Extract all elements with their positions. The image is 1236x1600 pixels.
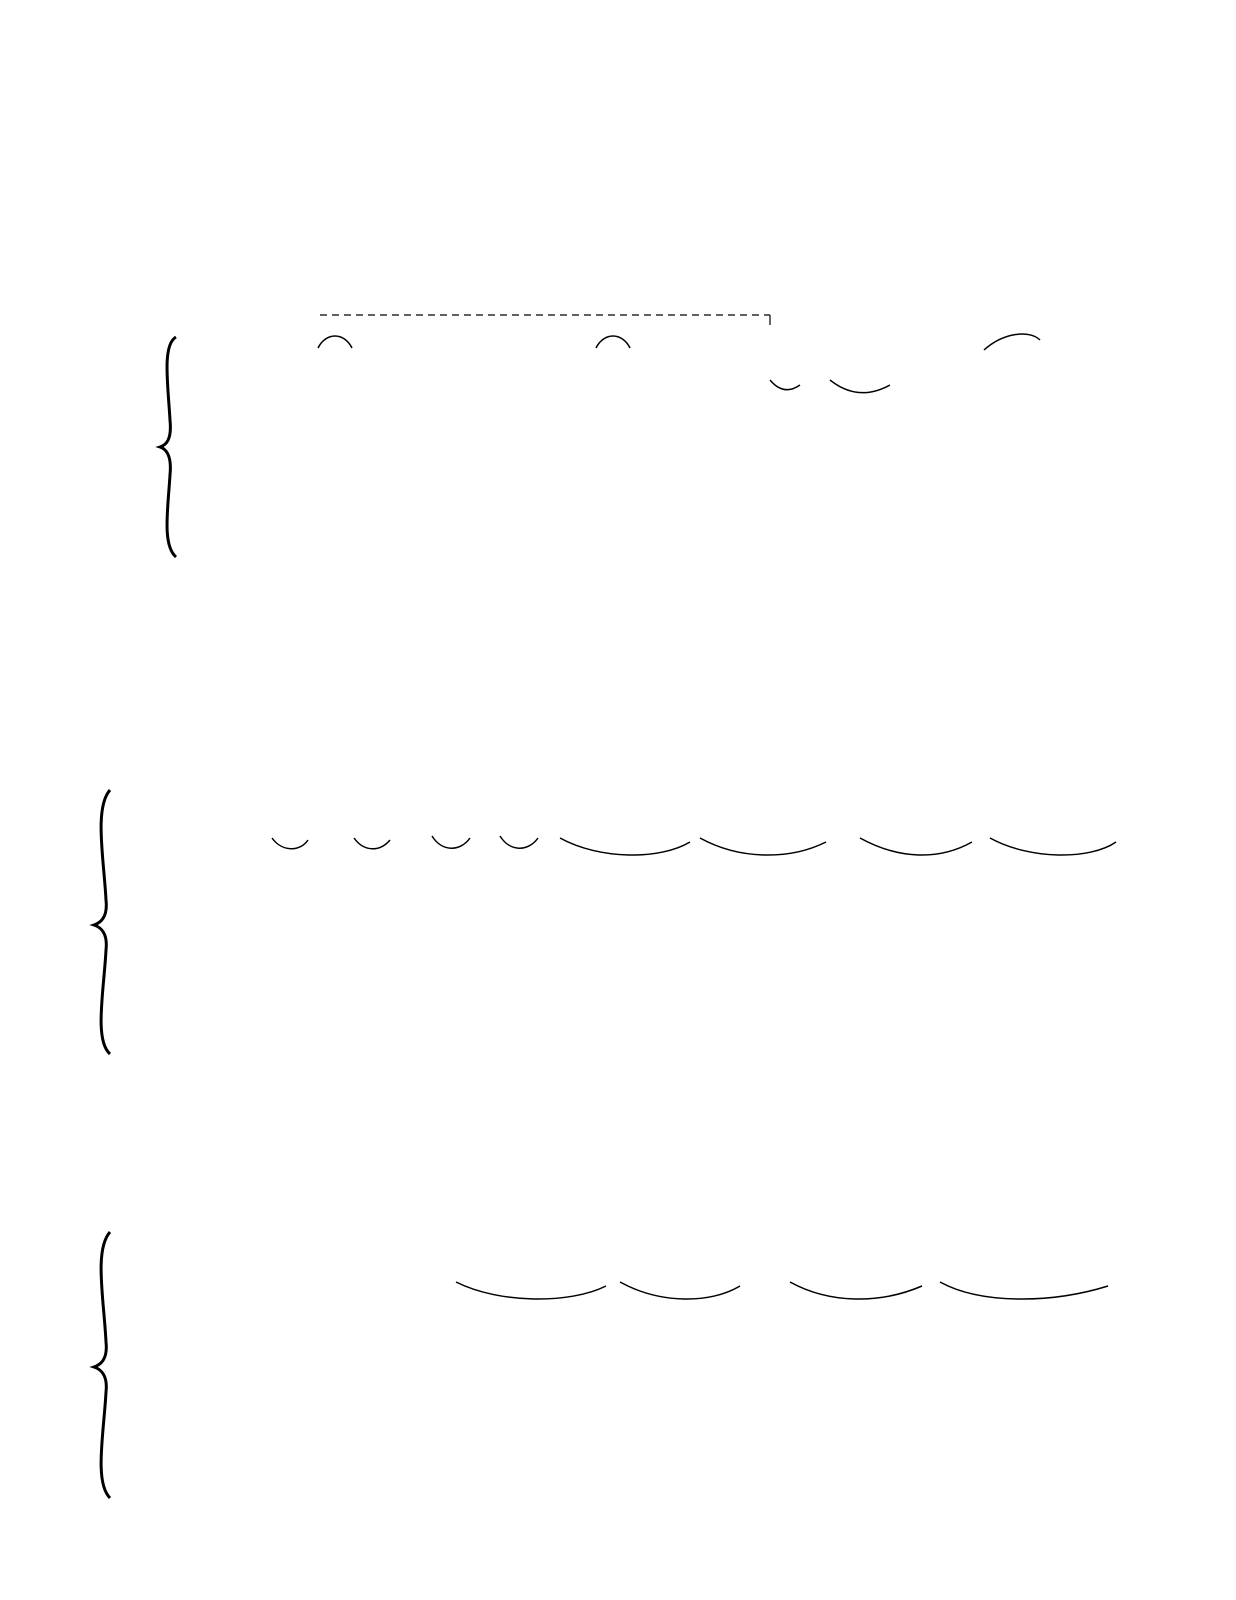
brace-icon: [160, 337, 176, 557]
brace-icon: [94, 1232, 110, 1498]
brace-icon: [94, 790, 110, 1054]
